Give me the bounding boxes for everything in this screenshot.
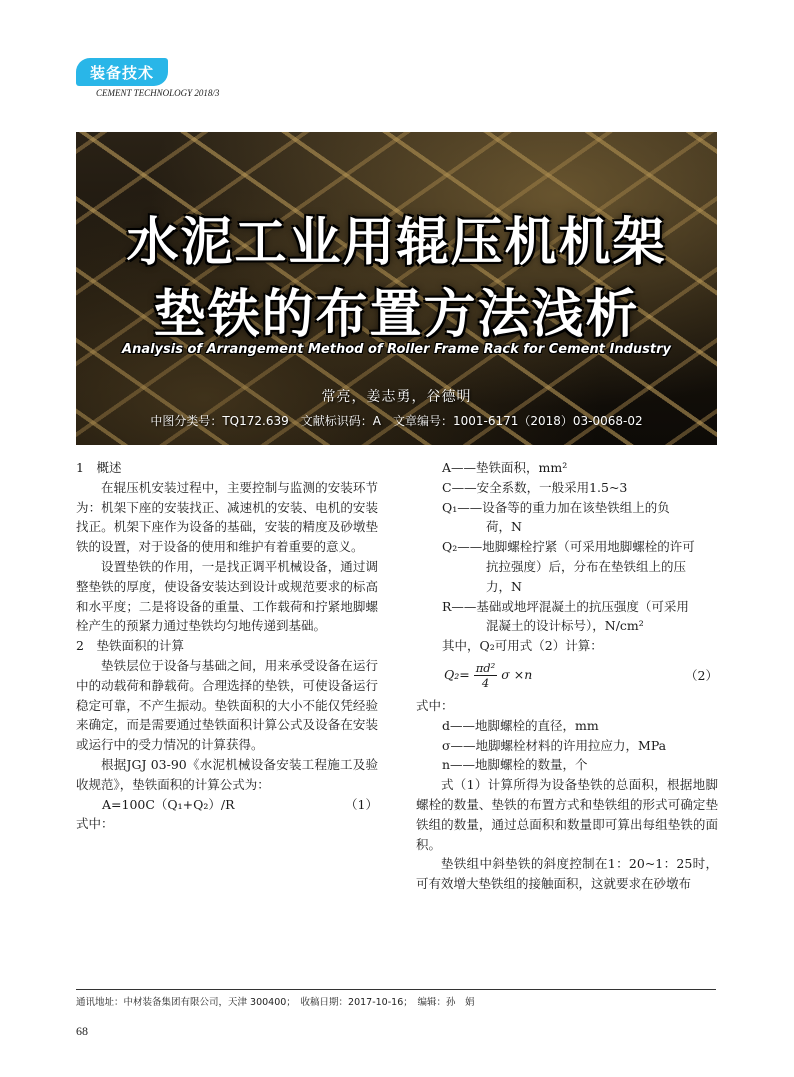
right-paragraph-2: 垫铁组中斜垫铁的斜度控制在1：20~1：25时，可有效增大垫铁组的接触面积，这就要求在砂墩布 — [416, 856, 718, 892]
title-line-1: 水泥工业用辊压机机架 — [126, 213, 667, 273]
right-paragraph-1: 式（1）计算所得为设备垫铁的总面积，根据地脚螺栓的数量、垫铁的布置方式和垫铁组的形式可确定垫铁组的数量，通过总面积和数量即可算出每组垫铁的面积。 — [416, 777, 718, 852]
left-column — [76, 458, 378, 834]
journal-name: CEMENT TECHNOLOGY 2018/3 — [96, 88, 220, 98]
section-2-paragraph-2: 根据JGJ 03-90《水泥机械设备安装工程施工及验收规范》，垫铁面积的计算公式为： — [76, 756, 378, 792]
right-column — [416, 458, 718, 894]
equation-2-numerator: πd² — [475, 661, 496, 676]
article-meta: 中图分类号：TQ172.639 文献标识码：A 文章编号：1001-6171（2018）03-0068-02 — [150, 414, 643, 428]
section-2-heading: 2 垫铁面积的计算 — [76, 638, 184, 654]
def-d: d——地脚螺栓的直径，mm — [442, 717, 599, 733]
equation-1-number: （1） — [345, 796, 378, 812]
english-subtitle: Analysis of Arrangement Method of Roller Frame Rack for Cement Industry — [122, 342, 671, 357]
section-tag: 装备技术 — [76, 58, 168, 86]
def-Q2 — [416, 537, 718, 596]
equation-1 — [76, 795, 378, 815]
def-n: n——地脚螺栓的数量，个 — [442, 757, 588, 773]
equation-2-formula — [444, 661, 532, 690]
def-C: C——安全系数，一般采用1.5~3 — [442, 479, 628, 495]
def-Q2-line-3: 力，N — [486, 578, 522, 594]
equation-2-rhs: σ ×n — [501, 667, 533, 683]
def-R-line-1: R——基础或地坪混凝土的抗压强度（可采用 — [442, 598, 689, 614]
equation-2-denominator: 4 — [481, 676, 490, 691]
def-Q2-line-1: Q₂——地脚螺栓拧紧（可采用地脚螺栓的许可 — [442, 539, 695, 555]
equation-1-formula: A=100C（Q₁+Q₂）/R — [102, 796, 235, 812]
equation-2-lhs: Q₂= — [444, 667, 470, 683]
section-1-paragraph-1: 在辊压机安装过程中，主要控制与监测的安装环节为：机架下座的安装找正、减速机的安装、电机的安装找正。机架下座作为设备的基础，安装的精度及砂墩垫铁的设置，对于设备的使用和维护有着重要的意义。 — [76, 479, 378, 555]
def-R-line-2: 混凝土的设计标号），N/cm² — [486, 618, 644, 634]
footer-divider — [76, 989, 716, 990]
def-Q2-line-2: 抗拉强度）后，分布在垫铁组上的压 — [486, 558, 687, 574]
section-1-paragraph-2: 设置垫铁的作用，一是找正调平机械设备，通过调整垫铁的厚度，使设备安装达到设计或规范要求的标高和水平度；二是将设备的重量、工作载荷和拧紧地脚螺栓产生的预紧力通过垫铁均匀地传递到基础。 — [76, 558, 378, 634]
section-2-paragraph-1: 垫铁层位于设备与基础之间，用来承受设备在运行中的动载荷和静载荷。合理选择的垫铁，可使设备运行稳定可靠，不产生振动。垫铁面积的大小不能仅凭经验来确定，而是需要通过垫铁面积计算公式及设备在安装或运行中的受力情况的计算获得。 — [76, 657, 378, 753]
section-1-heading: 1 概述 — [76, 460, 122, 475]
def-Q1-line-2: 荷，N — [486, 519, 522, 535]
page-number: 68 — [76, 1024, 88, 1038]
title-banner — [76, 132, 717, 445]
def-sigma: σ——地脚螺栓材料的许用拉应力，MPa — [442, 737, 667, 753]
q2-intro: 其中，Q₂可用式（2）计算： — [442, 638, 603, 654]
equation-2 — [416, 656, 718, 696]
def-Q1-line-1: Q₁——设备等的重力加在该垫铁组上的负 — [442, 499, 670, 515]
footer-address: 通讯地址：中材装备集团有限公司，天津 300400； 收稿日期：2017-10-16； 编辑：孙 娟 — [76, 997, 475, 1008]
equation-2-number: （2） — [685, 668, 718, 684]
equation-2-fraction — [474, 661, 498, 690]
def-R — [416, 597, 718, 637]
title-line-2: 垫铁的布置方法浅析 — [153, 285, 640, 345]
where-label-2: 式中： — [416, 697, 454, 713]
def-A: A——垫铁面积，mm² — [442, 460, 568, 475]
where-label: 式中： — [76, 816, 114, 832]
authors: 常亮，姜志勇，谷德明 — [321, 389, 472, 405]
def-Q1 — [416, 498, 718, 538]
